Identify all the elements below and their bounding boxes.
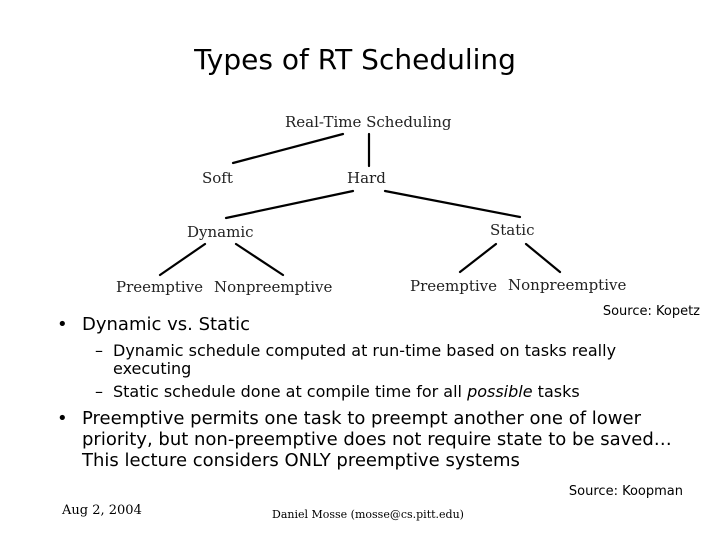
bullet-text: Dynamic vs. Static xyxy=(82,314,251,335)
source-attribution-kopetz: Source: Kopetz xyxy=(602,304,700,319)
tree-edge-hard-static xyxy=(385,191,520,217)
tree-node-dynamic-preemptive: Preemptive xyxy=(116,278,204,296)
tree-node-hard: Hard xyxy=(347,169,386,187)
subbullet-text-part: Static schedule done at compile time for all xyxy=(113,382,468,401)
tree-edge-dynamic-preemptive xyxy=(160,244,205,275)
bullet-marker: • xyxy=(57,408,68,429)
tree-node-root: Real-Time Scheduling xyxy=(285,113,452,131)
tree-edge-dynamic-nonpreemptive xyxy=(236,244,283,275)
tree-node-soft: Soft xyxy=(202,169,233,187)
footer-date: Aug 2, 2004 xyxy=(62,503,142,518)
tree-node-static: Static xyxy=(490,221,535,239)
bullet-marker: • xyxy=(57,314,68,335)
bullet-text: Preemptive permits one task to preempt another one of lower priority, but non-preemptive does not require state to be saved… This lecture considers ONLY preemptive systems xyxy=(82,408,672,471)
source-attribution-koopman: Source: Koopman xyxy=(568,484,683,499)
subbullet-text xyxy=(113,383,580,401)
subbullet-text-part: tasks xyxy=(532,382,580,401)
subbullet-text: Dynamic schedule computed at run-time based on tasks really executing xyxy=(113,341,617,378)
tree-node-static-nonpreemptive: Nonpreemptive xyxy=(508,276,627,294)
slide-title: Types of RT Scheduling xyxy=(194,43,516,76)
tree-node-dynamic-nonpreemptive: Nonpreemptive xyxy=(214,278,333,296)
tree-edge-static-nonpreemptive xyxy=(526,244,560,272)
tree-edge-root-soft xyxy=(233,134,343,163)
emphasized-word: possible xyxy=(467,382,533,401)
tree-node-static-preemptive: Preemptive xyxy=(410,277,498,295)
footer-author: Daniel Mosse (mosse@cs.pitt.edu) xyxy=(272,508,464,521)
tree-node-dynamic: Dynamic xyxy=(187,223,254,241)
subbullet-marker: – xyxy=(95,341,103,360)
subbullet-marker: – xyxy=(95,382,103,401)
tree-edge-hard-dynamic xyxy=(226,191,353,218)
tree-edge-static-preemptive xyxy=(460,244,496,272)
